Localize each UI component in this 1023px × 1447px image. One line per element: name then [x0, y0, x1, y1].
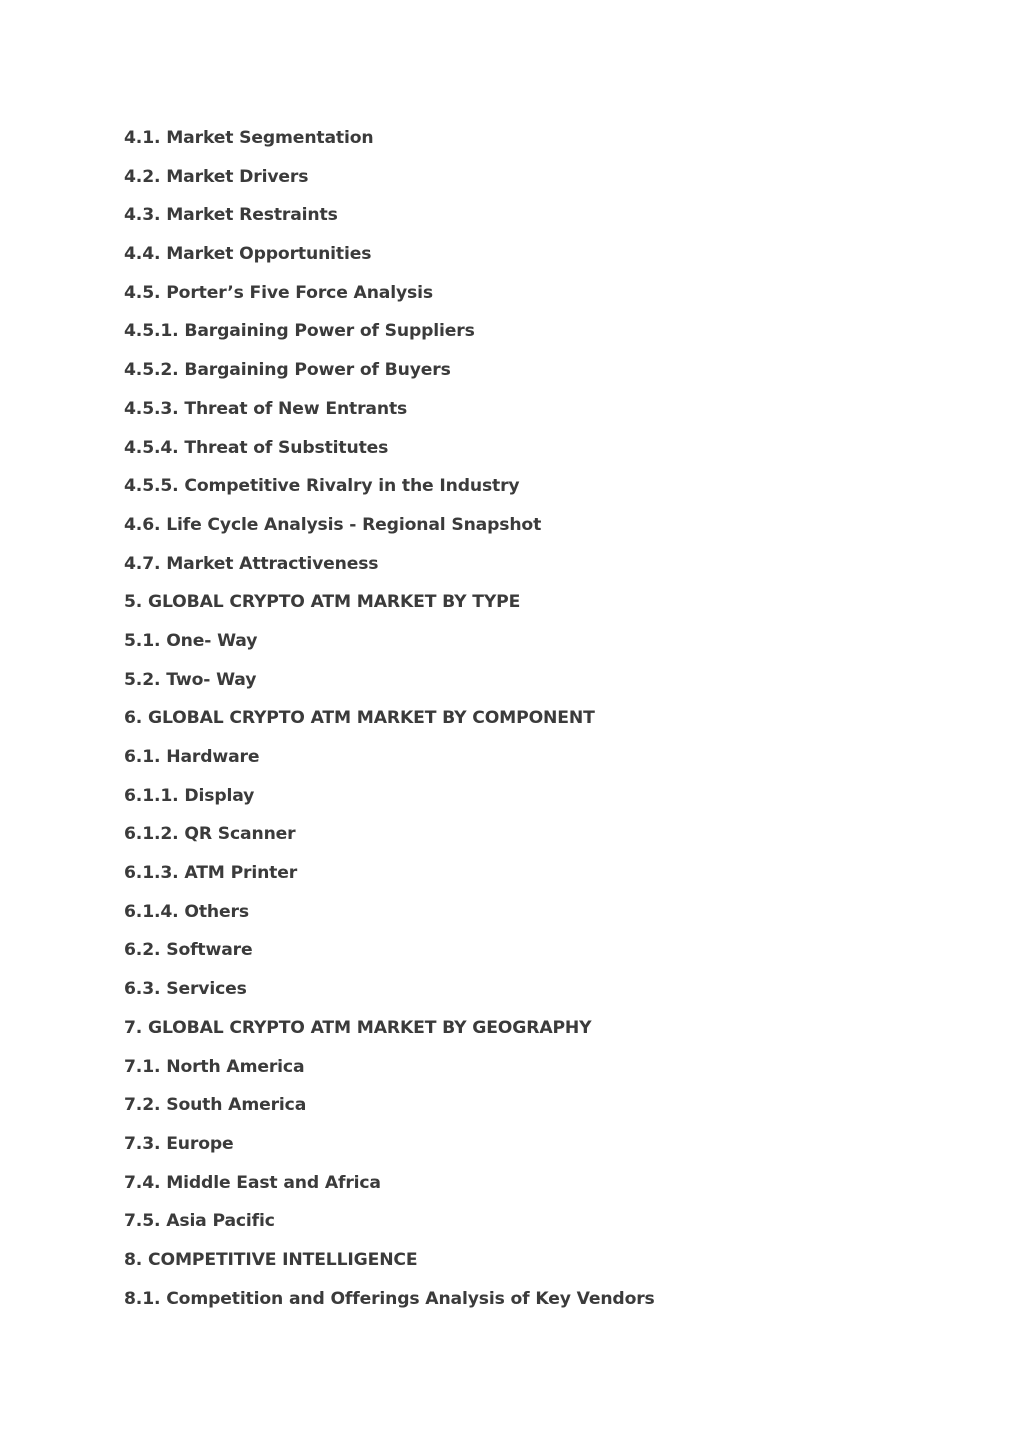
toc-entry-display: 6.1.1. Display [124, 785, 255, 806]
toc-entry-bargaining-power-buyers: 4.5.2. Bargaining Power of Buyers [124, 360, 451, 381]
toc-entry-hardware: 6.1. Hardware [124, 747, 260, 767]
toc-entry-one-way: 5.1. One- Way [124, 630, 258, 651]
toc-entry-two-way: 5.2. Two- Way [124, 669, 257, 690]
toc-entry-services: 6.3. Services [124, 979, 247, 1000]
toc-entry-competition-offerings-analysis: 8.1. Competition and Offerings Analysis of Key Vendors [124, 1288, 655, 1309]
toc-heading-competitive-intelligence: 8. COMPETITIVE INTELLIGENCE [124, 1249, 418, 1270]
toc-entry-market-drivers: 4.2. Market Drivers [124, 166, 309, 187]
toc-entry-bargaining-power-suppliers: 4.5.1. Bargaining Power of Suppliers [124, 321, 475, 342]
toc-entry-market-opportunities: 4.4. Market Opportunities [124, 244, 372, 265]
toc-entry-market-segmentation: 4.1. Market Segmentation [124, 128, 374, 148]
toc-entry-atm-printer: 6.1.3. ATM Printer [124, 863, 298, 884]
toc-entry-market-attractiveness: 4.7. Market Attractiveness [124, 553, 379, 574]
toc-entry-asia-pacific: 7.5. Asia Pacific [124, 1211, 275, 1232]
toc-entry-north-america: 7.1. North America [124, 1056, 305, 1077]
toc-heading-market-by-geography: 7. GLOBAL CRYPTO ATM MARKET BY GEOGRAPHY [124, 1017, 592, 1038]
toc-entry-life-cycle-analysis: 4.6. Life Cycle Analysis - Regional Snapshot [124, 514, 542, 535]
toc-entry-threat-substitutes: 4.5.4. Threat of Substitutes [124, 437, 389, 458]
toc-entry-competitive-rivalry: 4.5.5. Competitive Rivalry in the Industry [124, 476, 520, 497]
toc-entry-middle-east-africa: 7.4. Middle East and Africa [124, 1172, 381, 1193]
toc-heading-market-by-component: 6. GLOBAL CRYPTO ATM MARKET BY COMPONENT [124, 708, 595, 729]
toc-entry-south-america: 7.2. South America [124, 1095, 307, 1116]
toc-entry-threat-new-entrants: 4.5.3. Threat of New Entrants [124, 398, 408, 419]
toc-entry-software: 6.2. Software [124, 940, 253, 961]
toc-entry-others: 6.1.4. Others [124, 901, 249, 922]
toc-entry-qr-scanner: 6.1.2. QR Scanner [124, 824, 296, 845]
toc-entry-porters-five-force-analysis: 4.5. Porter’s Five Force Analysis [124, 282, 433, 303]
table-of-contents [124, 127, 655, 1326]
toc-entry-europe: 7.3. Europe [124, 1133, 234, 1154]
toc-entry-market-restraints: 4.3. Market Restraints [124, 205, 338, 226]
toc-heading-market-by-type: 5. GLOBAL CRYPTO ATM MARKET BY TYPE [124, 592, 521, 613]
